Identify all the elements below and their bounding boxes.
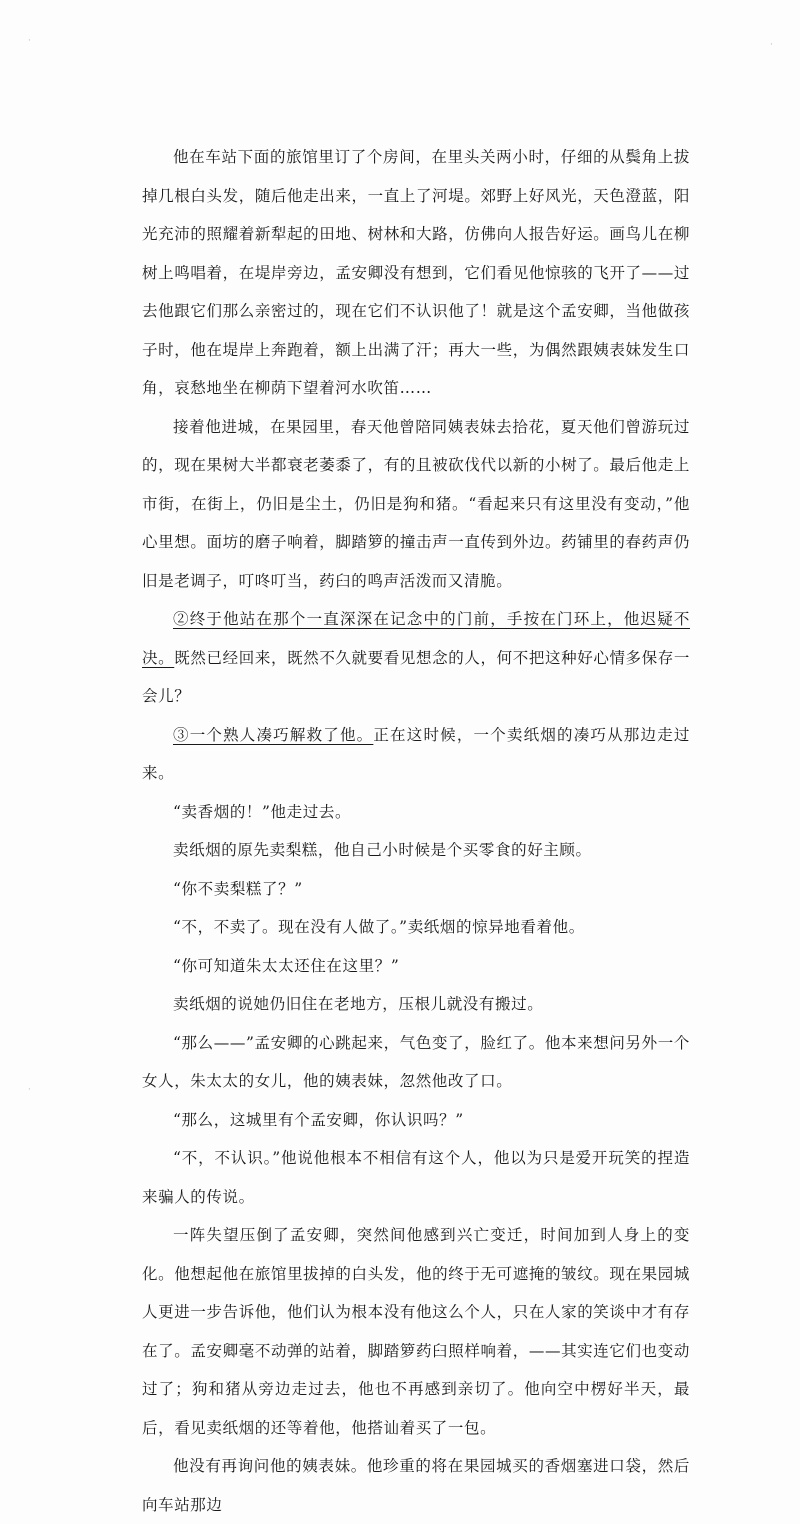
article-body: [142, 138, 690, 1524]
paragraph: [142, 831, 690, 870]
paragraph: [142, 947, 690, 986]
underlined-sentence: ③一个熟人凑巧解救了他。: [173, 725, 374, 744]
paragraph-text: “你可知道朱太太还住在这里？”: [173, 956, 400, 975]
paragraph-text: 接着他进城，在果园里，春天他曾陪同姨表妹去拾花，夏天他们曾游玩过的，现在果树大半都衰老萎黍了，有的且被砍伐代以新的小树了。最后他走上市街，在街上，仍旧是尘土，仍旧是狗和猪。“看起来只有这里没有变动，”他心里想。面坊的磨子响着，脚踏箩的撞击声一直传到外边。药铺里的春药声仍旧是老调子，叮咚叮当，药臼的鸣声活泼而又清脆。: [142, 417, 690, 590]
paragraph-text: “那么，这城里有个孟安卿，你认识吗？”: [173, 1110, 464, 1129]
paragraph: [142, 1024, 690, 1101]
paragraph: [142, 908, 690, 947]
paragraph-text: “卖香烟的！”他走过去。: [173, 802, 352, 821]
paragraph-text: 他没有再询问他的姨表妹。他珍重的将在果园城买的香烟塞进口袋，然后向车站那边: [142, 1457, 690, 1514]
paragraph: [142, 408, 690, 601]
paragraph: [142, 716, 690, 793]
paragraph-text: 正在这时候，一个卖纸烟的凑巧从那边走过来。: [142, 725, 690, 782]
underlined-sentence: ②终于他站在那个一直深深在记念中的门前，手按在门环上，他迟疑不决。: [142, 610, 690, 667]
paragraph-text: “你不卖梨糕了？”: [173, 879, 303, 898]
paragraph: [142, 138, 690, 408]
scan-speck: ·: [28, 1085, 31, 1095]
paragraph: [142, 1216, 690, 1447]
paragraph-text: “那么——”孟安卿的心跳起来，气色变了，脸红了。他本来想问另外一个女人，朱太太的女儿，他的姨表妹，忽然他改了口。: [142, 1033, 690, 1090]
paragraph: [142, 793, 690, 832]
paragraph-text: “不，不认识。”他说他根本不相信有这个人，他以为只是爱开玩笑的捏造来骗人的传说。: [142, 1149, 690, 1206]
paragraph: [142, 870, 690, 909]
scan-speck: ·: [770, 40, 773, 50]
paragraph-text: 他在车站下面的旅馆里订了个房间，在里头关两小时，仔细的从鬓角上拔掉几根白头发，随后他走出来，一直上了河堤。郊野上好风光，天色澄蓝，阳光充沛的照耀着新犁起的田地、树林和大路，仿佛向人报告好运。画鸟儿在柳树上鸣唱着，在堤岸旁边，孟安卿没有想到，它们看见他惊骇的飞开了——过去他跟它们那么亲密过的，现在它们不认识他了！就是这个孟安卿，当他做孩子时，他在堤岸上奔跑着，额上出满了汗；再大一些，为偶然跟姨表妹发生口角，哀愁地坐在柳荫下望着河水吹笛……: [142, 148, 690, 397]
paragraph-text: “不，不卖了。现在没有人做了。”卖纸烟的惊异地看着他。: [173, 918, 585, 936]
paragraph-text: 卖纸烟的说她仍旧住在老地方，压根儿就没有搬过。: [173, 995, 544, 1013]
paragraph: [142, 1447, 690, 1524]
paragraph: [142, 985, 690, 1024]
paragraph: [142, 600, 690, 716]
scan-speck: ·: [28, 36, 31, 46]
paragraph-text: 一阵失望压倒了孟安卿，突然间他感到兴亡变迁，时间加到人身上的变化。他想起他在旅馆里拔掉的白头发，他的终于无可遮掩的皱纹。现在果园城人更进一步告诉他，他们认为根本没有他这么个人，只在人家的笑谈中才有存在了。孟安卿毫不动弹的站着，脚踏箩药臼照样响着，——其实连它们也变动过了；狗和猪从旁边走过去，他也不再感到亲切了。他向空中楞好半天，最后，看见卖纸烟的还等着他，他搭讪着买了一包。: [142, 1226, 690, 1437]
paragraph-text: 卖纸烟的原先卖梨糕，他自己小时候是个买零食的好主顾。: [173, 841, 592, 859]
paragraph: [142, 1101, 690, 1140]
paragraph-text: 既然已经回来，既然不久就要看见想念的人，何不把这种好心情多保存一会儿？: [142, 648, 691, 705]
paragraph: [142, 1139, 690, 1216]
